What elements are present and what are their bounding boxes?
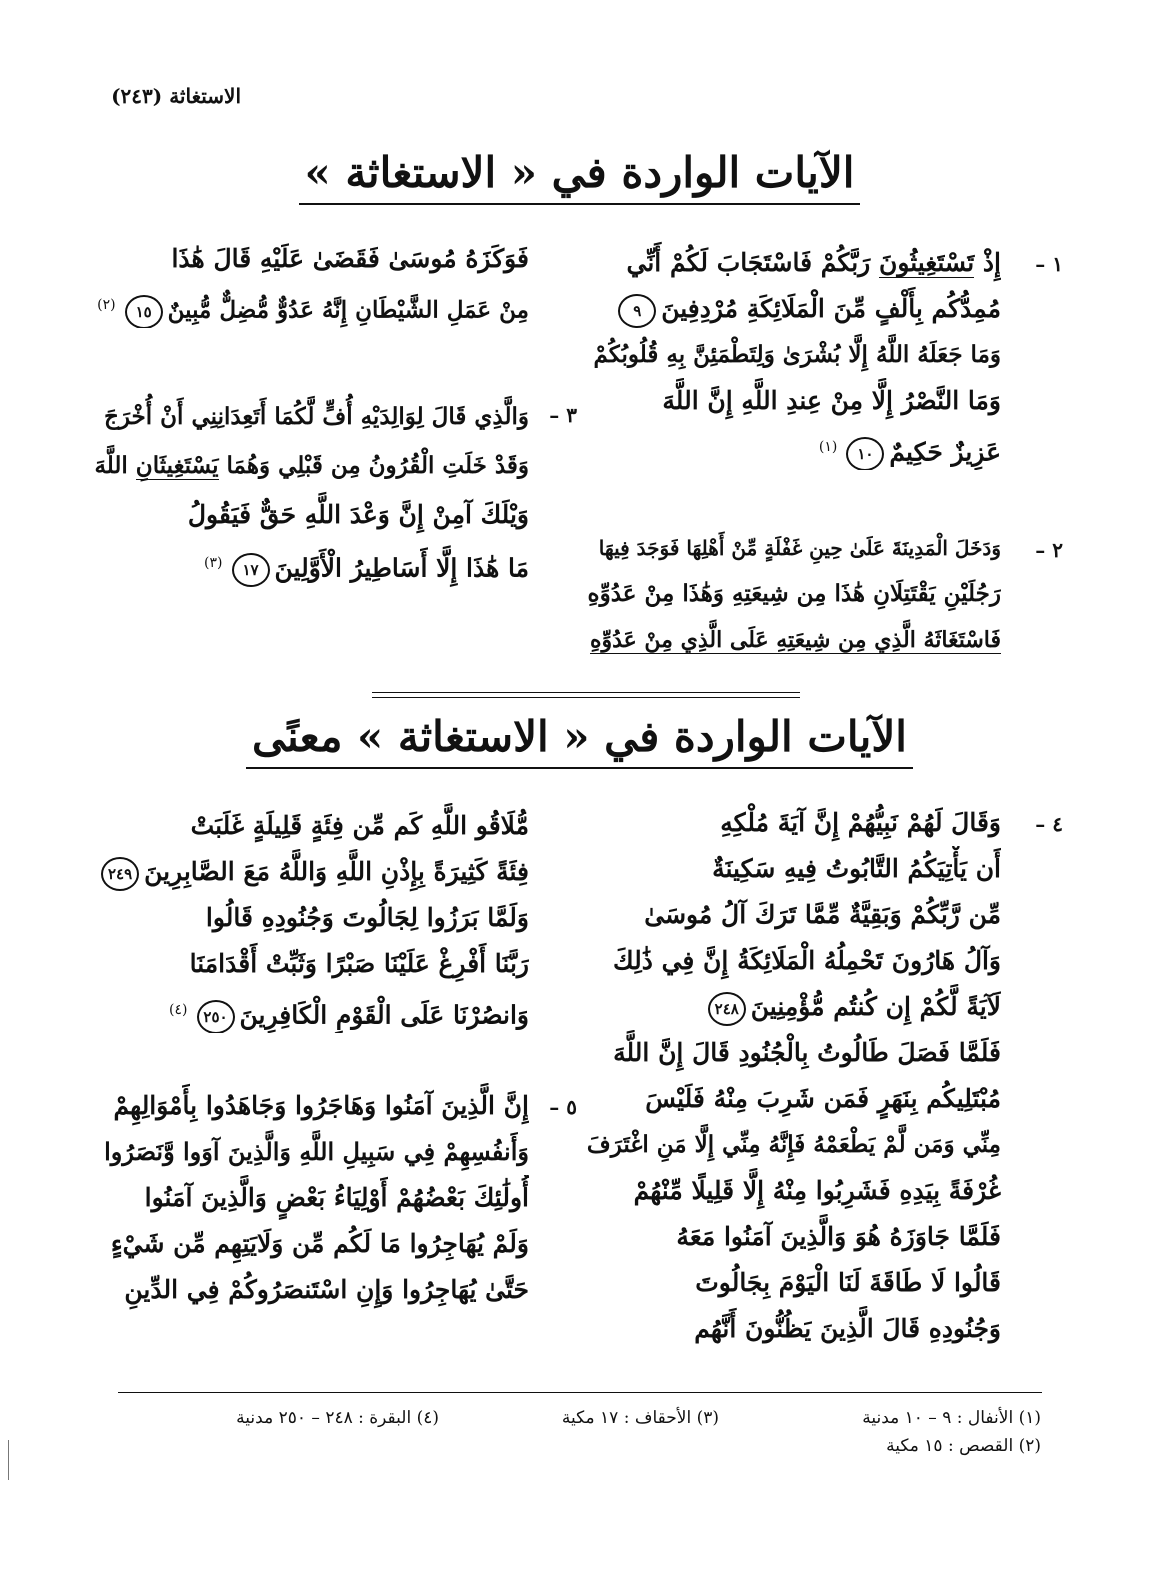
verse-4-line-6: فَلَمَّا فَصَلَ طَالُوتُ بِالْجُنُودِ قَالَ إِنَّ اللَّهَ [613,1038,1001,1067]
verse-4-line-9: غُرْفَةً بِيَدِهِ فَشَرِبُوا مِنْهُ إِلَّا قَلِيلًا مِّنْهُمْ [633,1176,1001,1205]
verse-5-line-2: وَأَنفُسِهِمْ فِي سَبِيلِ اللَّهِ وَالَّذِينَ آوَوا وَّنَصَرُوا [104,1137,529,1166]
verse-1 [581,240,1001,470]
verse-4-line-7: مُبْتَلِيكُم بِنَهَرٍ فَمَن شَرِبَ مِنْهُ فَلَيْسَ [645,1084,1001,1113]
verse-5 [89,1083,529,1313]
scan-edge-mark [8,1440,9,1480]
underlined-keyword: تَسْتَغِيثُونَ [878,248,975,277]
section-heading-meaning [0,712,1159,769]
underlined-keyword: يَسْتَغِيثَانِ [135,452,219,479]
footnote-2: (٢) القصص : ١٥ مكية [886,1436,1041,1456]
verse-3 [89,392,529,588]
footnote-separator [118,1392,1042,1393]
verse-4-line-8: مِنِّي وَمَن لَّمْ يَطْعَمْهُ فَإِنَّهُ مِنِّي إِلَّا مَنِ اغْتَرَفَ [586,1131,1001,1158]
section-divider [372,692,800,698]
verse-2-line-3: فَاسْتَغَاثَهُ الَّذِي مِن شِيعَتِهِ عَلَى الَّذِي مِنْ عَدُوِّهِ [589,627,1001,653]
verse-2-continuation [89,236,529,328]
verse-2-line-2: رَجُلَيْنِ يَقْتَتِلَانِ هَٰذَا مِن شِيعَتِهِ وَهَٰذَا مِنْ عَدُوِّهِ [587,580,1001,607]
ayah-number-marker: ٢٤٨ [708,992,746,1026]
footnote-ref: (١) [818,439,838,455]
verse-2-line-1: وَدَخَلَ الْمَدِينَةَ عَلَىٰ حِينِ غَفْلَةٍ مِّنْ أَهْلِهَا فَوَجَدَ فِيهَا [598,536,1001,560]
verse-4-line-3: مِّن رَّبِّكُمْ وَبَقِيَّةٌ مِّمَّا تَرَكَ آلُ مُوسَىٰ [644,900,1001,929]
verse-4 [581,800,1001,1352]
verse-1-line-4: وَمَا النَّصْرُ إِلَّا مِنْ عِندِ اللَّهِ إِنَّ اللَّهَ [662,386,1001,415]
footnote-ref: (٢) [97,297,116,313]
verse-2-cont-line-1: فَوَكَزَهُ مُوسَىٰ فَقَضَىٰ عَلَيْهِ قَالَ هَٰذَا [171,244,529,273]
verse-4-cont-line-3: وَلَمَّا بَرَزُوا لِجَالُوتَ وَجُنُودِهِ قَالُوا [205,903,529,932]
ayah-number-marker: ٢٥٠ [197,1000,235,1033]
section-heading-direct [0,148,1159,205]
verse-5-line-3: أُولَٰئِكَ بَعْضُهُمْ أَوْلِيَاءُ بَعْضٍ وَالَّذِينَ آمَنُوا [144,1183,529,1212]
verse-1-line-2: مُمِدُّكُم بِأَلْفٍ مِّنَ الْمَلَائِكَةِ مُرْدِفِينَ٩ [581,286,1001,332]
verse-5-line-1: إِنَّ الَّذِينَ آمَنُوا وَهَاجَرُوا وَجَاهَدُوا بِأَمْوَالِهِمْ [113,1091,529,1120]
verse-3-line-4: مَا هَٰذَا إِلَّا أَسَاطِيرُ الْأَوَّلِينَ١٧$^{(٣)}$ [89,539,529,588]
verse-4-cont-line-1: مُّلَاقُو اللَّهِ كَم مِّن فِئَةٍ قَلِيلَةٍ غَلَبَتْ [190,811,529,840]
verse-4-line-5: لَآيَةً لَّكُمْ إِن كُنتُم مُّؤْمِنِينَ٢٤٨ [581,984,1001,1030]
verse-5-line-5: حَتَّىٰ يُهَاجِرُوا وَإِنِ اسْتَنصَرُوكُمْ فِي الدِّينِ [124,1275,529,1304]
verse-5-line-4: وَلَمْ يُهَاجِرُوا مَا لَكُم مِّن وَلَايَتِهِم مِّن شَيْءٍ [110,1229,529,1258]
footnote-3: (٣) الأحقاف : ١٧ مكية [561,1408,719,1428]
verse-5-number: ٥ – [549,1095,577,1119]
ayah-number-marker: ١٥ [125,295,163,328]
verse-4-line-12: وَجُنُودِهِ قَالَ الَّذِينَ يَظُنُّونَ أَنَّهُم [694,1314,1001,1343]
verse-4-number: ٤ – [1035,812,1063,836]
verse-1-line-1: إِذْ تَسْتَغِيثُونَ رَبَّكُمْ فَاسْتَجَابَ لَكُمْ أَنِّي [626,248,1001,277]
verse-1-line-3: وَمَا جَعَلَهُ اللَّهُ إِلَّا بُشْرَىٰ وَلِتَطْمَئِنَّ بِهِ قُلُوبُكُمْ [593,341,1001,368]
verse-4-continuation [89,803,529,1033]
section-heading-direct-text: الآيات الواردة في « الاستغاثة » [299,148,861,205]
ayah-number-marker: ١٠ [846,437,884,470]
verse-1-line-5: عَزِيزٌ حَكِيمٌ١٠$^{(١)}$ [581,424,1001,470]
footnote-1: (١) الأنفال : ٩ – ١٠ مدنية [862,1408,1041,1428]
ayah-number-marker: ٢٤٩ [101,857,139,891]
verse-4-cont-line-5: وَانصُرْنَا عَلَى الْقَوْمِ الْكَافِرِينَ٢٥٠$^{(٤)}$ [89,987,529,1033]
verse-4-line-1: وَقَالَ لَهُمْ نَبِيُّهُمْ إِنَّ آيَةَ مُلْكِهِ [720,808,1001,837]
verse-4-cont-line-2: فِئَةً كَثِيرَةً بِإِذْنِ اللَّهِ وَاللَّهُ مَعَ الصَّابِرِينَ٢٤٩ [89,849,529,895]
verse-4-line-4: وَآلُ هَارُونَ تَحْمِلُهُ الْمَلَائِكَةُ إِنَّ فِي ذَٰلِكَ [613,946,1001,975]
verse-4-line-11: قَالُوا لَا طَاقَةَ لَنَا الْيَوْمَ بِجَالُوتَ [695,1268,1001,1297]
verse-1-number: ١ – [1035,252,1063,276]
verse-2-number: ٢ – [1035,538,1063,562]
running-header: الاستغاثة (٢٤٣) [111,84,241,108]
verse-3-line-2: وَقَدْ خَلَتِ الْقُرُونُ مِن قَبْلِي وَهُمَا يَسْتَغِيثَانِ اللَّهَ [94,452,529,479]
verse-2 [581,525,1001,663]
verse-3-line-3: وَيْلَكَ آمِنْ إِنَّ وَعْدَ اللَّهِ حَقٌّ فَيَقُولُ [187,500,529,529]
ayah-number-marker: ٩ [618,294,656,328]
ayah-number-marker: ١٧ [232,553,270,587]
section-heading-meaning-text: الآيات الواردة في « الاستغاثة » معنًى [246,712,913,769]
verse-4-line-2: أَن يَأْتِيَكُمُ التَّابُوتُ فِيهِ سَكِينَةٌ [712,854,1001,883]
footnote-4: (٤) البقرة : ٢٤٨ – ٢٥٠ مدنية [236,1408,439,1428]
verse-3-number: ٣ – [549,403,577,427]
verse-4-cont-line-4: رَبَّنَا أَفْرِغْ عَلَيْنَا صَبْرًا وَثَبِّتْ أَقْدَامَنَا [189,949,529,978]
verse-4-line-10: فَلَمَّا جَاوَزَهُ هُوَ وَالَّذِينَ آمَنُوا مَعَهُ [676,1222,1001,1251]
verse-2-cont-line-2: مِنْ عَمَلِ الشَّيْطَانِ إِنَّهُ عَدُوٌّ مُّضِلٌّ مُّبِينٌ١٥$^{(٢)}$ [89,282,529,328]
verse-3-line-1: وَالَّذِي قَالَ لِوَالِدَيْهِ أُفٍّ لَّكُمَا أَتَعِدَانِنِي أَنْ أُخْرَجَ [104,403,529,430]
footnote-ref: (٤) [169,1002,188,1018]
footnote-ref: (٣) [204,555,223,571]
